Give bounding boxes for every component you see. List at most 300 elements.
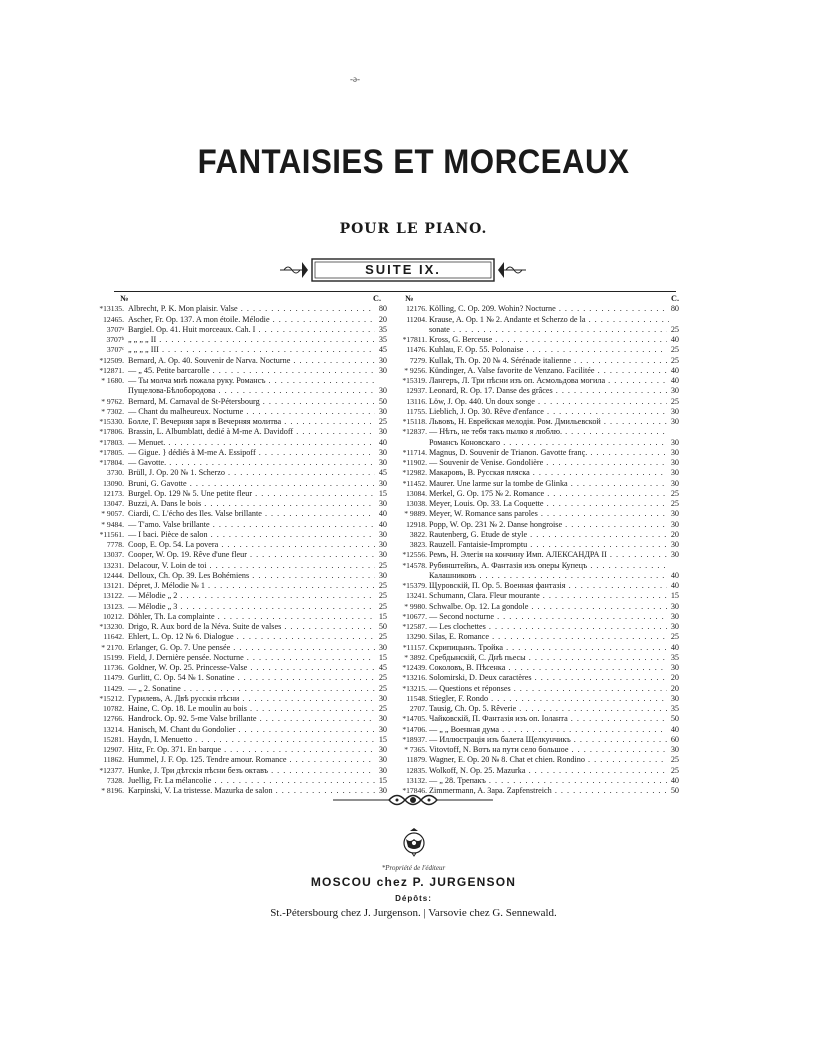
entry-number: 12444. xyxy=(103,570,124,580)
entry-title: Cooper, W. Op. 19. Rêve d'une fleur . . . xyxy=(128,550,375,560)
catalogue-entry xyxy=(391,509,681,519)
imperial-eagle-icon xyxy=(402,827,426,857)
entry-title: Karpinski, V. La tristesse. Mazurka de salon . . . xyxy=(128,786,375,796)
entry-price: 30 xyxy=(375,540,387,550)
entry-number: *12587. xyxy=(402,622,427,631)
entry-number: * 9484. xyxy=(101,519,124,529)
catalogue-entry xyxy=(391,561,681,571)
catalogue-entry xyxy=(391,581,681,591)
entry-number: 13122. xyxy=(103,591,124,601)
catalogue-entry xyxy=(84,345,389,355)
entry-price: 25 xyxy=(667,755,679,765)
catalogue-entry xyxy=(84,499,389,509)
entry-number: *17846. xyxy=(402,786,427,795)
entry-price: 50 xyxy=(667,786,679,796)
entry-number: 13037. xyxy=(103,550,124,560)
entry-title: — I baci. Pièce de salon . . . xyxy=(128,530,375,540)
entry-price: 25 xyxy=(375,417,387,427)
catalogue-entry xyxy=(391,325,681,335)
catalogue-entry xyxy=(391,376,681,386)
entry-price: 35 xyxy=(375,335,387,345)
entry-number: * 1680. xyxy=(101,376,124,385)
left-column-header xyxy=(84,294,389,304)
entry-price: 30 xyxy=(375,550,387,560)
entry-title: — „ 28. Трепакъ . . . xyxy=(429,776,669,786)
entry-price: 30 xyxy=(667,407,679,417)
catalogue-entry xyxy=(391,438,681,448)
catalogue-entry xyxy=(391,417,681,427)
entry-title: Erlanger, G. Op. 7. Une pensée . . . xyxy=(128,643,375,653)
entry-number: * 3892. xyxy=(404,652,427,662)
entry-number: 12766. xyxy=(103,714,124,724)
catalogue-entry xyxy=(391,755,681,765)
catalogue-entry xyxy=(84,479,389,489)
entry-number: *10677. xyxy=(402,611,427,621)
catalogue-entry xyxy=(84,438,389,448)
entry-price: 30 xyxy=(375,755,387,765)
catalogue-entry xyxy=(84,725,389,735)
entry-title: Bargiel. Op. 41. Huit morceaux. Cah. I . . . xyxy=(128,325,375,335)
catalogue-entry xyxy=(84,776,389,786)
entry-price: 40 xyxy=(667,776,679,786)
catalogue-entry xyxy=(84,602,389,612)
entry-title: „ „ „ „ II . . . xyxy=(128,335,375,345)
entry-number: 12937. xyxy=(406,386,427,396)
price-header: C. xyxy=(671,294,679,303)
entry-price: 40 xyxy=(667,581,679,591)
entry-title: Макаровъ, В. Русская пляска . . . xyxy=(429,468,669,478)
catalogue-entry xyxy=(391,345,681,355)
entry-number: 11479. xyxy=(103,673,124,683)
entry-price: 30 xyxy=(667,602,679,612)
entry-number: 3707ᵃ xyxy=(106,324,124,334)
entry-price: 45 xyxy=(375,468,387,478)
catalogue-entry xyxy=(84,755,389,765)
catalogue-entry xyxy=(391,745,681,755)
entry-price: 15 xyxy=(375,776,387,786)
right-column-header xyxy=(391,294,681,304)
entry-number: 11642. xyxy=(103,632,124,642)
entry-title: Bernard, A. Op. 40. Souvenir de Narva. Nocturne . . . xyxy=(128,356,375,366)
entry-number: 10782. xyxy=(103,704,124,713)
entry-price: 80 xyxy=(375,304,387,314)
catalogue-entry xyxy=(391,386,681,396)
entry-title: Hanisch, M. Chant du Gondolier . . . xyxy=(128,725,375,735)
entry-title: Гурилевъ, А. Двѣ русскія пѣсни . . . xyxy=(128,694,375,704)
entry-number: 11476. xyxy=(406,345,427,355)
catalogue-entry xyxy=(391,663,681,673)
entry-number: *12982. xyxy=(402,468,427,478)
entry-price: 15 xyxy=(375,612,387,622)
entry-number: 11736. xyxy=(103,663,124,672)
entry-title: Романсъ Коновскаго . . . xyxy=(429,438,669,448)
entry-price: 40 xyxy=(667,725,679,735)
entry-number: 11879. xyxy=(406,755,427,765)
catalogue-entry xyxy=(391,653,681,663)
entry-price: 30 xyxy=(375,479,387,489)
catalogue-entry xyxy=(84,684,389,694)
entry-title: Dépret, J. Mélodie № 1 . . . xyxy=(128,581,375,591)
entry-title: Kross, G. Berceuse . . . xyxy=(429,335,669,345)
catalogue-entry xyxy=(84,304,389,314)
entry-title: Ремъ, Н. Элегія на кончину Имп. АЛЕКСАНДРА II . . . xyxy=(429,550,669,560)
entry-price: 30 xyxy=(375,499,387,509)
entry-price: 30 xyxy=(375,530,387,540)
catalogue-entry xyxy=(84,458,389,468)
entry-number: 11548. xyxy=(406,693,427,703)
catalogue-entry xyxy=(391,356,681,366)
entry-price: 30 xyxy=(375,694,387,704)
entry-price: 30 xyxy=(375,386,387,396)
catalogue-entry xyxy=(391,520,681,530)
entry-number: 12835. xyxy=(406,765,427,775)
catalogue-entry xyxy=(84,407,389,417)
entry-title: Hunke, J. Три дѣтскія пѣсни безъ октавъ . . . xyxy=(128,766,375,776)
entry-price: 40 xyxy=(375,438,387,448)
catalogue-entry xyxy=(391,684,681,694)
entry-title: Vitovtoff, N. Вотъ на пути село большое . . . xyxy=(429,745,669,755)
entry-price: 25 xyxy=(375,581,387,591)
entry-price: 30 xyxy=(375,571,387,581)
catalogue-entry xyxy=(391,591,681,601)
entry-price: 30 xyxy=(667,386,679,396)
entry-title: Burgel. Op. 129 № 5. Une petite fleur . . . xyxy=(128,489,375,499)
catalogue-entry xyxy=(84,694,389,704)
catalogue-entry xyxy=(84,714,389,724)
entry-title: Coop, E. Op. 54. La povera . . . xyxy=(128,540,375,550)
catalogue-entry xyxy=(84,468,389,478)
catalogue-entry xyxy=(84,581,389,591)
entry-number: 12176. xyxy=(406,304,427,314)
catalogue-entry xyxy=(84,386,389,396)
entry-number: 3707ᵇ xyxy=(106,335,124,344)
catalogue-entry xyxy=(84,561,389,571)
catalogue-entry xyxy=(391,499,681,509)
catalogue-entry xyxy=(84,315,389,325)
entry-number: * 7302. xyxy=(101,406,124,416)
entry-number: * 9057. xyxy=(101,509,124,519)
catalogue-entry xyxy=(391,694,681,704)
entry-title: Hummel, J. F. Op. 125. Tendre amour. Romance . . . xyxy=(128,755,375,765)
entry-title: Hitz, Fr. Op. 371. En barque . . . xyxy=(128,745,375,755)
entry-title: Delloux, Ch. Op. 39. Les Bohémiens . . . xyxy=(128,571,375,581)
entry-title: Bernard, M. Carnaval de St-Pétersbourg . . . xyxy=(128,397,375,407)
entry-price: 40 xyxy=(375,509,387,519)
entry-price: 25 xyxy=(667,499,679,509)
entry-title: Lieblich, J. Op. 30. Rêve d'enfance . . . xyxy=(429,407,669,417)
catalogue-entry xyxy=(391,714,681,724)
entry-number: *17806. xyxy=(99,427,124,437)
entry-price: 15 xyxy=(375,735,387,745)
right-column xyxy=(391,294,681,796)
catalogue-entry xyxy=(391,427,681,437)
entry-title: — Chant du malheureux. Nocturne . . . xyxy=(128,407,375,417)
entry-price: 80 xyxy=(667,304,679,314)
entry-number: *15118. xyxy=(402,417,427,426)
depot-cities: St.-Pétersbourg chez J. Jurgenson. | Varsovie chez G. Sennewald. xyxy=(270,907,557,919)
entry-title: — Mélodie „ 3 . . . xyxy=(128,602,375,612)
entry-title: — Gigue. } dédiés à M-me A. Essipoff . . . xyxy=(128,448,375,458)
entry-price: 30 xyxy=(375,725,387,735)
suite-band xyxy=(280,258,526,282)
entry-title: — Second nocturne . . . xyxy=(429,612,669,622)
entry-title: Merkel, G. Op. 175 № 2. Romance . . . xyxy=(429,489,669,499)
entry-number: 13214. xyxy=(103,724,124,734)
entry-price: 30 xyxy=(375,643,387,653)
entry-number: 13047. xyxy=(103,499,124,508)
entry-price: 40 xyxy=(667,376,679,386)
entry-title: Bruni, G. Gavotte . . . xyxy=(128,479,375,489)
entry-number: 15281. xyxy=(103,734,124,744)
entry-number: 13231. xyxy=(103,560,124,570)
property-note: *Propriété de l'éditeur xyxy=(381,864,446,872)
entry-title: Maurer. Une larme sur la tombe de Glinka . . . xyxy=(429,479,669,489)
entry-price: 35 xyxy=(667,653,679,663)
entry-price: 30 xyxy=(667,509,679,519)
entry-title: — „ „ Военная дума . . . xyxy=(429,725,669,735)
entry-title: Kuhlau, F. Op. 55. Polonaise . . . xyxy=(429,345,669,355)
entry-price: 25 xyxy=(375,591,387,601)
entry-number: *15330. xyxy=(99,417,124,426)
entry-price: 30 xyxy=(667,468,679,478)
entry-price: 50 xyxy=(667,714,679,724)
entry-price: 30 xyxy=(667,520,679,530)
entry-price: 15 xyxy=(375,489,387,499)
catalogue-entry xyxy=(391,622,681,632)
catalogue-entry xyxy=(391,315,681,325)
catalogue-entry xyxy=(391,458,681,468)
catalogue-entry xyxy=(391,673,681,683)
entry-number: *13230. xyxy=(99,622,124,631)
catalogue-entry xyxy=(84,632,389,642)
catalogue-entry xyxy=(84,366,389,376)
entry-price: 30 xyxy=(375,745,387,755)
entry-title: — Menuet. . . . xyxy=(128,438,375,448)
entry-price: 30 xyxy=(667,540,679,550)
catalogue-entry xyxy=(84,397,389,407)
entry-number: 13090. xyxy=(103,478,124,488)
entry-title: Leonard, R. Op. 17. Danse des grâces . . . xyxy=(429,386,669,396)
entry-number: *12439. xyxy=(402,663,427,672)
catalogue-entry xyxy=(391,632,681,642)
entry-title: Döhler, Th. La complainte . . . xyxy=(128,612,375,622)
entry-price: 30 xyxy=(375,714,387,724)
catalogue-entry xyxy=(391,366,681,376)
left-rows xyxy=(84,304,389,796)
entry-title: Пущелова-Бѣлобородова . . . xyxy=(128,386,375,396)
entry-price: 25 xyxy=(667,325,679,335)
entry-price: 30 xyxy=(375,407,387,417)
entry-number: * 8196. xyxy=(101,786,124,795)
entry-price: 30 xyxy=(667,745,679,755)
entry-title: Лангеръ, Л. Три пѣсни изъ оп. Асмольдова могила . . . xyxy=(429,376,669,386)
entry-title: Brüll, J. Op. 20 № 1. Scherzo . . . xyxy=(128,468,375,478)
catalogue-entry xyxy=(84,427,389,437)
entry-number: 12465. xyxy=(103,314,124,324)
entry-number: 13123. xyxy=(103,601,124,611)
entry-number: 3823. xyxy=(409,540,427,549)
entry-price: 15 xyxy=(375,653,387,663)
catalogue-entry xyxy=(84,571,389,581)
entry-number: *17805. xyxy=(99,447,124,457)
catalogue-entry xyxy=(84,540,389,550)
catalogue-entry xyxy=(84,489,389,499)
entry-number: *11452. xyxy=(402,478,427,488)
entry-price: 30 xyxy=(667,448,679,458)
entry-price: 50 xyxy=(375,622,387,632)
top-mark: -ǝ- xyxy=(350,74,360,84)
entry-price: 30 xyxy=(375,356,387,366)
entry-number: *13215. xyxy=(402,683,427,693)
entry-price: 35 xyxy=(667,704,679,714)
entry-title: Handrock. Op. 92. 5-me Valse brillante . . . xyxy=(128,714,375,724)
entry-title: — T'amo. Valse brillante . . . xyxy=(128,520,375,530)
entry-title: Popp, W. Op. 231 № 2. Danse hongroise . . . xyxy=(429,520,669,530)
catalogue-entry xyxy=(391,448,681,458)
entry-number: 11755. xyxy=(406,406,427,416)
catalogue-entry xyxy=(84,417,389,427)
catalogue-entry xyxy=(84,530,389,540)
entry-price: 40 xyxy=(667,335,679,345)
entry-title: sonate . . . xyxy=(429,325,669,335)
entry-title: Kullak, Th. Op. 20 № 4. Sérénade italienne . . . xyxy=(429,356,669,366)
entry-title: Калашниковъ . . . xyxy=(429,571,669,581)
entry-number: 13121. xyxy=(103,581,124,590)
entry-title: Zimmermann, A. Зара. Zapfenstreich . . . xyxy=(429,786,669,796)
entry-title: — Les clochettes . . . xyxy=(429,622,669,632)
entry-price: 30 xyxy=(375,427,387,437)
entry-title: Tausig, Ch. Op. 5. Rêverie . . . xyxy=(429,704,669,714)
entry-number: 11862. xyxy=(103,755,124,765)
entry-number: 12907. xyxy=(103,745,124,754)
entry-title: Ehlert, L. Op. 12 № 6. Dialogue . . . xyxy=(128,632,375,642)
entry-title: — Ты молча мнѣ пожала руку. Романсъ . . . xyxy=(128,376,375,386)
catalogue-entry xyxy=(391,725,681,735)
entry-title: Haydn, I. Menuetto . . . xyxy=(128,735,375,745)
entry-title: Wolkoff, N. Op. 25. Mazurka . . . xyxy=(429,766,669,776)
catalogue-entry xyxy=(391,735,681,745)
entry-price: 25 xyxy=(375,704,387,714)
entry-number: 13116. xyxy=(406,396,427,406)
entry-title: Ascher, Fr. Op. 137. A mon étoile. Mélodie . . . xyxy=(128,315,375,325)
entry-price: 35 xyxy=(375,325,387,335)
entry-price: 20 xyxy=(667,530,679,540)
entry-number: 10212. xyxy=(103,611,124,621)
entry-number: * 9889. xyxy=(404,509,427,519)
entry-price: 25 xyxy=(667,356,679,366)
entry-number: *12837. xyxy=(402,427,427,437)
entry-number: *12509. xyxy=(99,355,124,365)
catalogue-entry xyxy=(391,602,681,612)
catalogue-entry xyxy=(84,622,389,632)
entry-number: 11204. xyxy=(406,314,427,324)
entry-title: Albrecht, P. K. Mon plaisir. Valse . . . xyxy=(128,304,375,314)
entry-title: Wagner, E. Op. 20 № 8. Chat et chien. Rondino . . . xyxy=(429,755,669,765)
catalogue-entry xyxy=(84,735,389,745)
entry-number: *17811. xyxy=(402,335,427,344)
catalogue-entry xyxy=(84,335,389,345)
catalogue-entry xyxy=(391,489,681,499)
entry-title: — Mélodie „ 2 . . . xyxy=(128,591,375,601)
entry-title: Rauzell. Fantaisie-Impromptu . . . xyxy=(429,540,669,550)
catalogue-entry xyxy=(391,397,681,407)
catalogue-entry xyxy=(84,591,389,601)
entry-price: 25 xyxy=(375,561,387,571)
entry-number: * 9762. xyxy=(101,396,124,406)
right-rows xyxy=(391,304,681,796)
entry-number: *11561. xyxy=(99,529,124,539)
publisher: MOSCOU chez P. JURGENSON xyxy=(310,875,517,889)
suite-label: SUITE IX. xyxy=(365,262,441,277)
entry-title: Щуровскій, П. Op. 5. Военная фантазія . . . xyxy=(429,581,669,591)
entry-title: Brassin, L. Albumblatt, dedié à M-me A. Davidoff . . . xyxy=(128,427,375,437)
catalogue-entry xyxy=(391,407,681,417)
entry-price: 20 xyxy=(667,673,679,683)
entry-title: Magnus, D. Souvenir de Trianon. Gavotte franç. . . . xyxy=(429,448,669,458)
entry-number: *18937. xyxy=(402,734,427,744)
entry-number: * 7365. xyxy=(404,745,427,754)
entry-number: 7279. xyxy=(409,355,427,365)
entry-number: 13290. xyxy=(406,632,427,642)
catalogue-entry xyxy=(391,571,681,581)
entry-price: 15 xyxy=(667,591,679,601)
ornament-divider-icon xyxy=(333,790,493,810)
entry-title: — Нѣтъ, не тебя такъ пылко я люблю. . . . xyxy=(429,427,669,437)
page-title: FANTAISIES ET MORCEAUX xyxy=(197,143,630,181)
catalogue-entry xyxy=(84,745,389,755)
catalogue-entry xyxy=(391,335,681,345)
entry-price: 30 xyxy=(667,438,679,448)
entry-price: 20 xyxy=(667,684,679,694)
catalogue-entry xyxy=(391,479,681,489)
catalogue-entry xyxy=(84,448,389,458)
entry-price: 40 xyxy=(667,571,679,581)
entry-number: 3730. xyxy=(106,468,124,478)
catalogue-entry xyxy=(84,643,389,653)
entry-title: „ „ „ „ III . . . xyxy=(128,345,375,355)
entry-title: Чайковскій, П. Фантазія изъ оп. Іоланта . . . xyxy=(429,714,669,724)
entry-title: Соколовъ, В. Пѣсенка . . . xyxy=(429,663,669,673)
entry-title: Delacour, V. Loin de toi . . . xyxy=(128,561,375,571)
entry-title: Rautenberg, G. Etude de style . . . xyxy=(429,530,669,540)
entry-title: — Иллюстрація изъ балета Щелкунчикъ . . . xyxy=(429,735,669,745)
page-subtitle: POUR LE PIANO. xyxy=(339,221,488,237)
entry-title: Drigo, R. Aux bord de la Néva. Suite de valses . . . xyxy=(128,622,375,632)
entry-price: 25 xyxy=(375,673,387,683)
entry-number: 13038. xyxy=(406,499,427,508)
entry-number: 7778. xyxy=(106,540,124,549)
entry-price: 40 xyxy=(375,520,387,530)
entry-number: *14578. xyxy=(402,560,427,570)
entry-price: 50 xyxy=(375,397,387,407)
entry-number: 7328. xyxy=(106,775,124,785)
entry-title: Скрипицынъ. Тройка . . . xyxy=(429,643,669,653)
entry-number: 13241. xyxy=(406,591,427,601)
catalogue-entry xyxy=(84,673,389,683)
price-header: C. xyxy=(373,294,381,303)
catalogue-entry xyxy=(84,325,389,335)
catalogue-entry xyxy=(391,766,681,776)
entry-title: Львовъ, Н. Еврейская мелодія. Ром. Дмильевской . . . xyxy=(429,417,669,427)
entry-number: *11714. xyxy=(402,447,427,457)
entry-title: Schumann, Clara. Fleur mourante . . . xyxy=(429,591,669,601)
catalogue-entry xyxy=(391,304,681,314)
entry-number: *12377. xyxy=(99,765,124,775)
catalogue-entry xyxy=(84,550,389,560)
entry-price: 30 xyxy=(375,766,387,776)
entry-title: Болле, Г. Вечерняя заря в Вечерняя молитва . . . xyxy=(128,417,375,427)
entry-number: *11157. xyxy=(402,642,427,652)
